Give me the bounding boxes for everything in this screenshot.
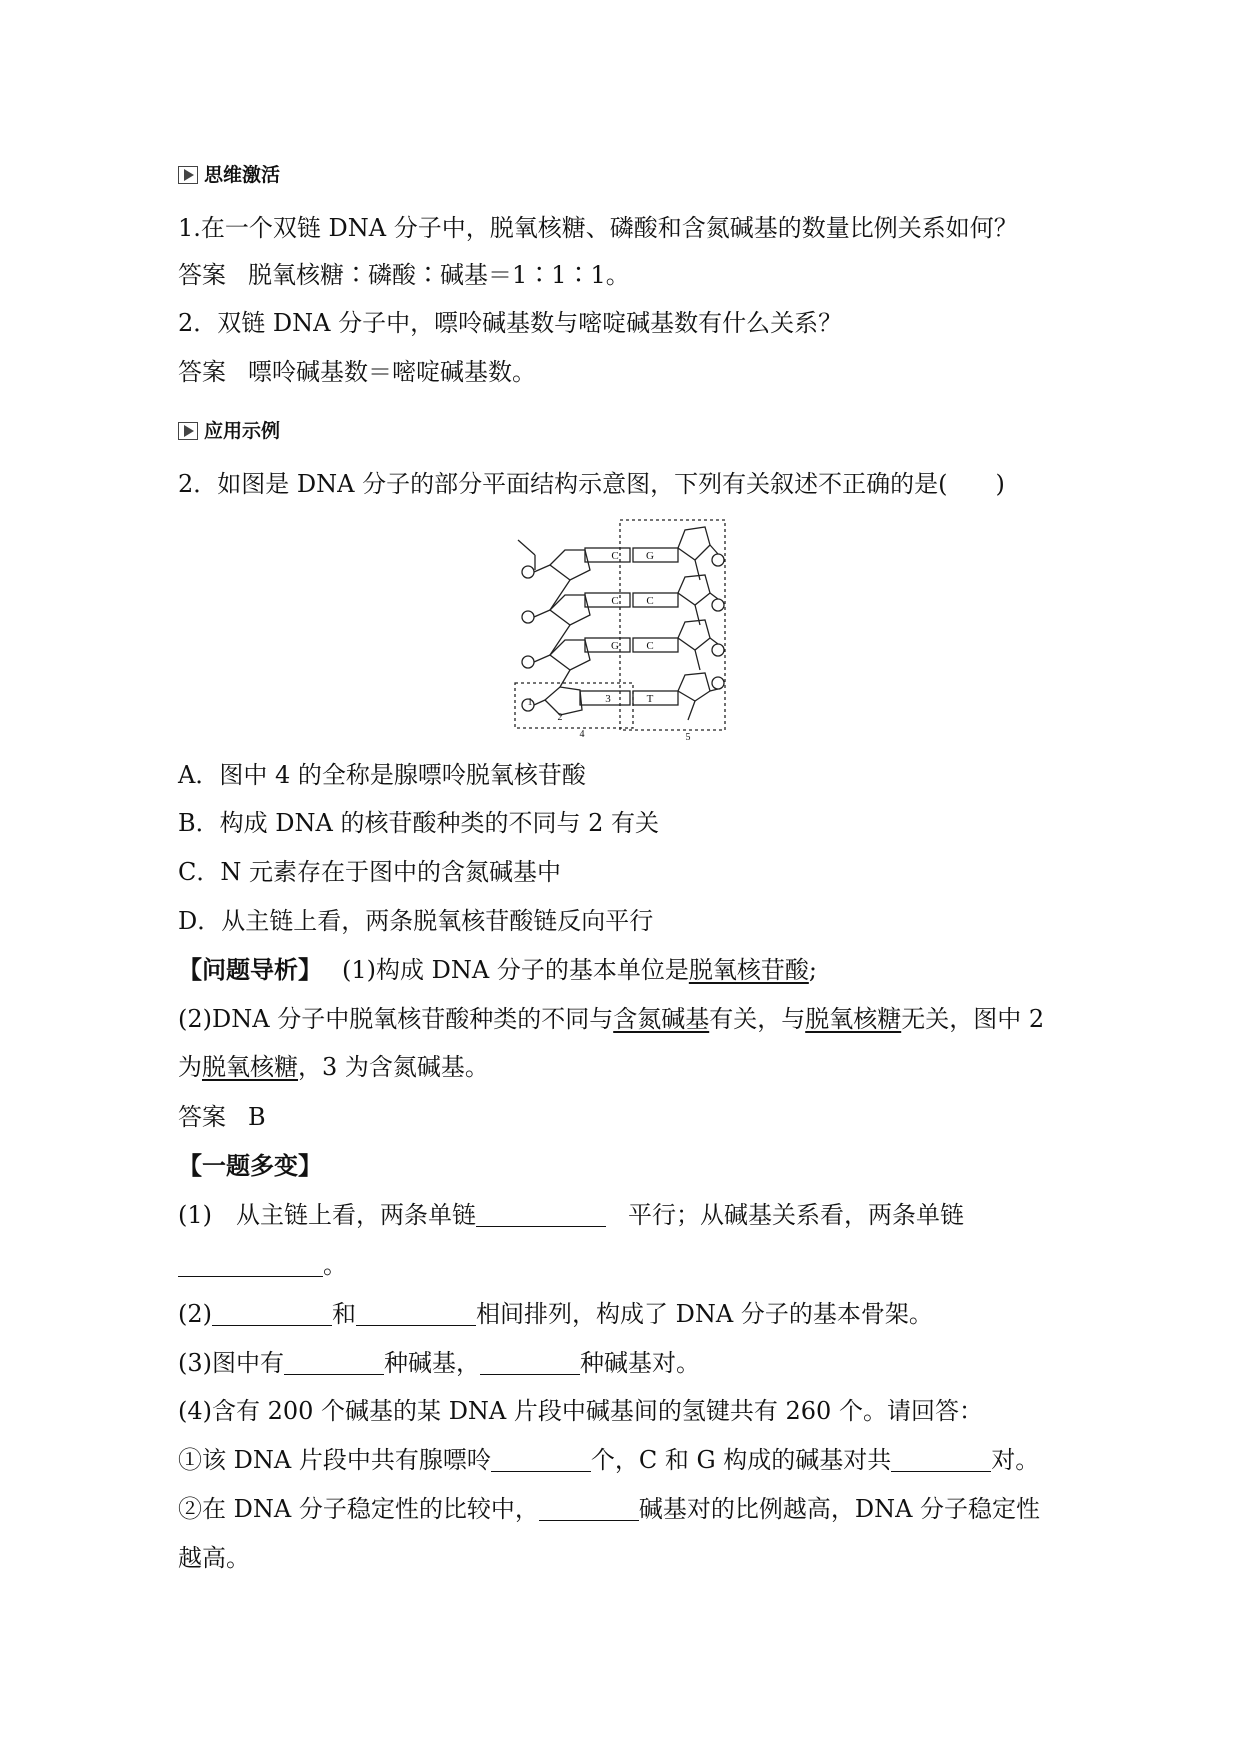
- base-label: 3: [605, 693, 611, 705]
- analysis-line-2: [178, 1004, 1044, 1034]
- base-label: G: [646, 550, 654, 562]
- fill-blank[interactable]: [356, 1301, 476, 1326]
- answer-text: B: [248, 1103, 266, 1131]
- base-right-1: [633, 548, 678, 562]
- underlined-term: 脱氧核糖: [202, 1053, 298, 1081]
- left-sugar-3: [550, 640, 590, 670]
- option-d: D．从主链上看，两条脱氧核苷酸链反向平行: [178, 907, 654, 935]
- base-left-1: [585, 548, 630, 562]
- answer-1: [178, 260, 630, 290]
- analysis-text: ，3 为含氮碱基。: [298, 1053, 489, 1081]
- variant-text: 碱基对的比例越高，DNA 分子稳定性: [638, 1495, 1041, 1523]
- underlined-term: 脱氧核糖: [805, 1005, 902, 1033]
- left-phosphate-1: [522, 566, 534, 578]
- section-title: 应用示例: [204, 420, 281, 442]
- base-right-3: [633, 638, 678, 652]
- section-heading-example: [178, 419, 280, 443]
- left-sugar-1: [518, 540, 590, 580]
- analysis-text: 有关，与: [709, 1005, 806, 1033]
- right-sugar-1: [678, 527, 710, 560]
- question-1: 1.在一个双链 DNA 分子中，脱氧核糖、磷酸和含氮碱基的数量比例关系如何？: [178, 214, 1018, 242]
- answer-label: 答案: [178, 261, 226, 289]
- right-phosphate-2: [712, 599, 724, 611]
- variant-line-1: [178, 1200, 964, 1230]
- option-b: B．构成 DNA 的核苷酸种类的不同与 2 有关: [178, 809, 659, 837]
- variant-text: 和: [332, 1300, 356, 1328]
- fill-blank[interactable]: [539, 1496, 639, 1521]
- variant-text: 相间排列，构成了 DNA 分子的基本骨架。: [476, 1300, 933, 1328]
- number-label-4: 4: [579, 729, 585, 740]
- left-sugar-4: [545, 687, 582, 715]
- base-label: C: [611, 595, 619, 607]
- variant-text: 种碱基对。: [580, 1349, 700, 1377]
- fill-blank[interactable]: [178, 1252, 323, 1277]
- section-title: 思维激活: [204, 164, 281, 186]
- base-label: C: [611, 550, 619, 562]
- variant-heading: [178, 1151, 322, 1181]
- variant-text: 个，C 和 G 构成的碱基对共: [590, 1446, 892, 1474]
- variant-text: ②在 DNA 分子稳定性的比较中，: [178, 1495, 539, 1523]
- right-phosphate-3: [712, 644, 724, 656]
- left-phosphate-2: [522, 611, 534, 623]
- fill-blank[interactable]: [212, 1301, 332, 1326]
- play-triangle-icon: [178, 422, 198, 440]
- fill-blank[interactable]: [476, 1202, 606, 1227]
- variant-line-4: [178, 1348, 700, 1378]
- option-a: A．图中 4 的全称是腺嘌呤脱氧核苷酸: [178, 761, 586, 789]
- variant-text: 对。: [991, 1446, 1040, 1474]
- base-right-4: [633, 691, 678, 705]
- answer-text: 嘌呤碱基数＝嘧啶碱基数。: [248, 358, 536, 386]
- option-c: C．N 元素存在于图中的含氮碱基中: [178, 858, 561, 886]
- fill-blank[interactable]: [480, 1350, 580, 1375]
- variant-text: (1) 从主链上看，两条单链: [178, 1201, 476, 1229]
- fill-blank[interactable]: [891, 1447, 991, 1472]
- analysis-text: (1)构成 DNA 分子的基本单位是: [342, 956, 689, 984]
- right-sugar-3: [678, 620, 710, 650]
- variant-line-6: [178, 1445, 1039, 1475]
- answer-label: 答案: [178, 358, 226, 386]
- underlined-term: 含氮碱基: [613, 1005, 710, 1033]
- fill-blank[interactable]: [284, 1350, 384, 1375]
- analysis-text: 无关，图中 2: [901, 1005, 1045, 1033]
- underlined-term: 脱氧核苷酸: [688, 956, 809, 984]
- base-label: C: [646, 640, 654, 652]
- base-left-2: [585, 593, 630, 607]
- question-2: 2．双链 DNA 分子中，嘌呤碱基数与嘧啶碱基数有什么关系？: [178, 309, 843, 337]
- example-answer: [178, 1102, 266, 1132]
- right-sugar-2: [678, 575, 710, 605]
- number-label-5: 5: [685, 732, 691, 740]
- right-phosphate-4: [712, 677, 724, 689]
- left-phosphate-3: [522, 656, 534, 668]
- answer-text: 脱氧核糖∶磷酸∶碱基＝1∶1∶1。: [248, 261, 630, 289]
- variant-text: 平行；从碱基关系看，两条单链: [628, 1201, 964, 1229]
- example-question: 2．如图是 DNA 分子的部分平面结构示意图，下列有关叙述不正确的是( ): [178, 470, 1005, 498]
- analysis-line-1: [178, 955, 817, 985]
- variant-label: 【一题多变】: [178, 1152, 322, 1180]
- variant-line-7: [178, 1494, 1040, 1524]
- base-label: C: [646, 595, 654, 607]
- variant-text: (2): [178, 1300, 212, 1328]
- base-label: G: [611, 640, 619, 652]
- base-label: T: [646, 693, 654, 705]
- variant-line-2: [178, 1250, 347, 1280]
- variant-line-3: [178, 1299, 933, 1329]
- dashed-box-5: [620, 520, 725, 730]
- analysis-line-3: [178, 1052, 489, 1082]
- fill-blank[interactable]: [491, 1447, 591, 1472]
- number-label-2: 2: [557, 712, 563, 723]
- variant-text: (3)图中有: [178, 1349, 284, 1377]
- right-phosphate-1: [712, 554, 724, 566]
- variant-line-8: 越高。: [178, 1544, 250, 1572]
- dna-structure-diagram: [510, 515, 740, 740]
- answer-label: 答案: [178, 1103, 226, 1131]
- analysis-label: 【问题导析】: [178, 956, 322, 984]
- right-sugar-4: [678, 673, 710, 701]
- section-heading-thinking: [178, 163, 280, 187]
- variant-text: 种碱基，: [384, 1349, 480, 1377]
- variant-text: 。: [323, 1251, 347, 1279]
- analysis-text: ;: [808, 956, 817, 984]
- base-left-3: [585, 638, 630, 652]
- number-label-1: 1: [527, 697, 533, 708]
- analysis-text: 为: [178, 1053, 202, 1081]
- answer-2: [178, 357, 536, 387]
- variant-text: ①该 DNA 片段中共有腺嘌呤: [178, 1446, 491, 1474]
- left-sugar-2: [550, 595, 590, 625]
- analysis-text: (2)DNA 分子中脱氧核苷酸种类的不同与: [178, 1005, 614, 1033]
- variant-line-5: (4)含有 200 个碱基的某 DNA 片段中碱基间的氢键共有 260 个。请回答：: [178, 1397, 983, 1425]
- base-right-2: [633, 593, 678, 607]
- play-triangle-icon: [178, 166, 198, 184]
